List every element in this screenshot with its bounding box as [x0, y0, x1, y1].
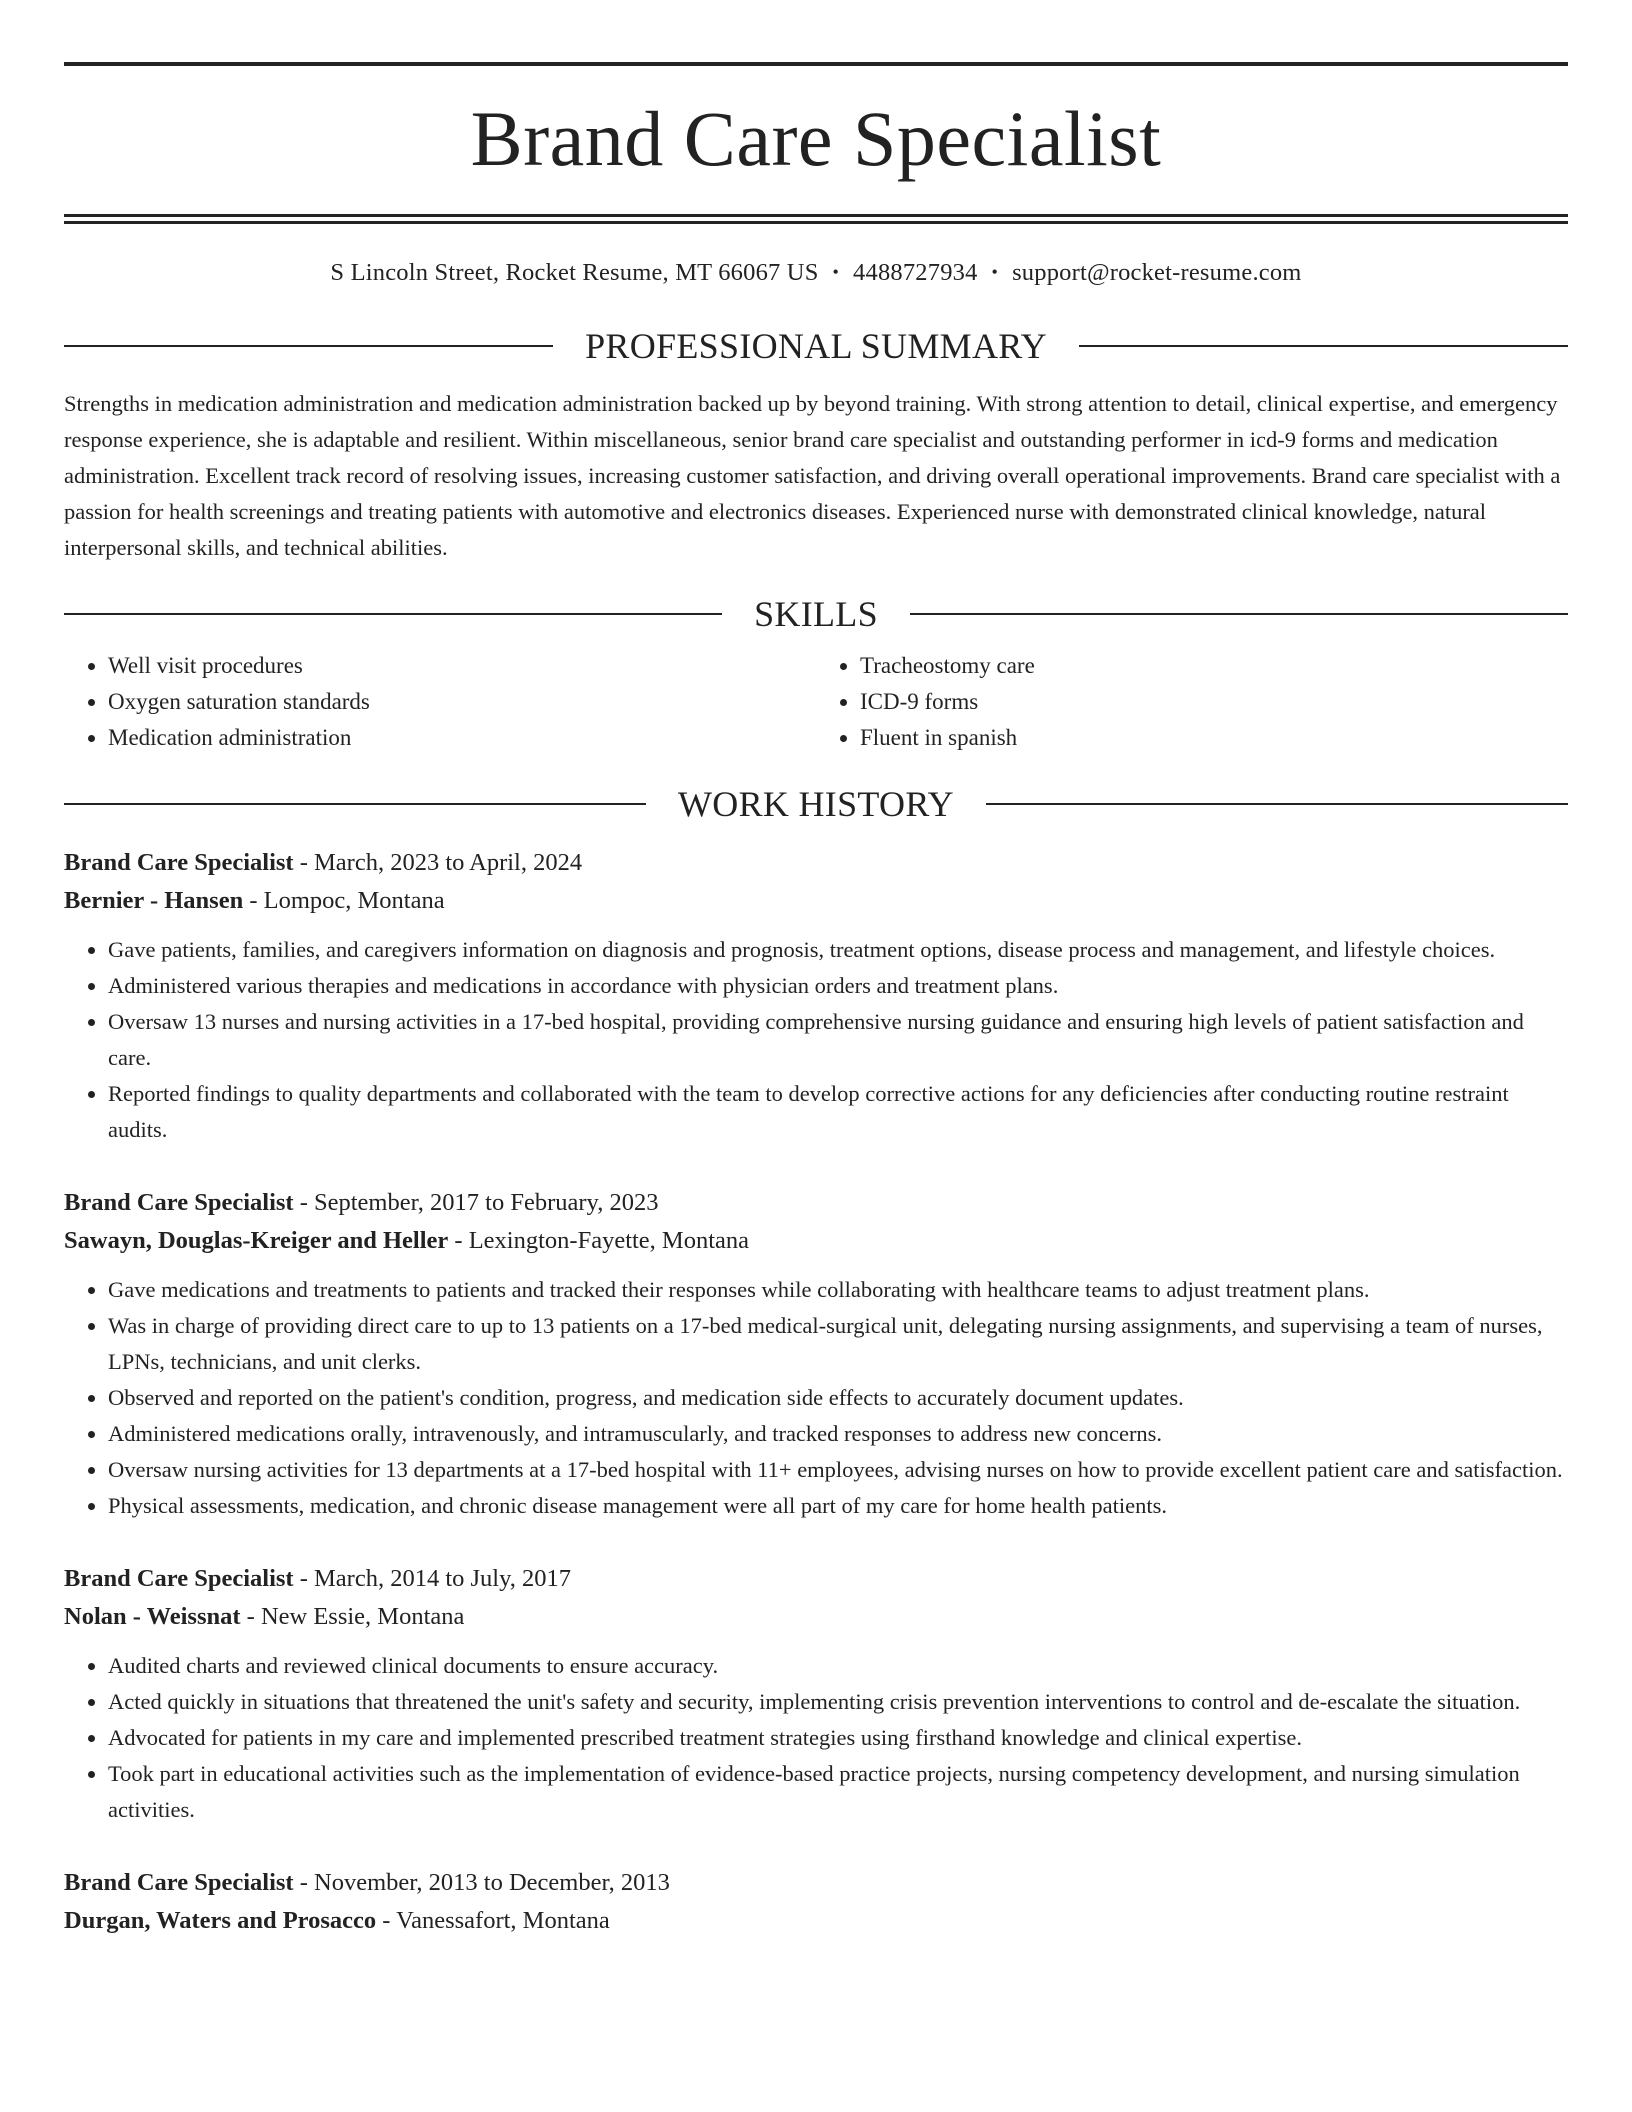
job-dates: - March, 2023 to April, 2024 — [293, 849, 583, 876]
job-dates: - November, 2013 to December, 2013 — [293, 1869, 670, 1896]
phone: 4488727934 — [853, 259, 978, 286]
job-bullet: • Took part in educational activities such as the implementation of evidence-based practice projects, nursing competency development, and nursing simulation activities. — [108, 1756, 1568, 1828]
job-entry — [64, 1864, 1568, 1940]
skill-item: • Oxygen saturation standards — [108, 684, 816, 720]
section-title: WORK HISTORY — [678, 784, 954, 824]
company-location: - Vanessafort, Montana — [376, 1907, 610, 1934]
job-bullet: • Reported findings to quality departments and collaborated with the team to develop corrective actions for any deficiencies after conducting routine restraint audits. — [108, 1076, 1568, 1148]
job-title: Brand Care Specialist — [64, 1189, 294, 1216]
job-bullets — [64, 1648, 1568, 1828]
job-entry — [64, 1560, 1568, 1828]
job-bullet: • Observed and reported on the patient's condition, progress, and medication side effects to accurately document updates. — [108, 1380, 1568, 1416]
job-entry — [64, 844, 1568, 1148]
job-title: Brand Care Specialist — [64, 1565, 294, 1592]
job-dates: - March, 2014 to July, 2017 — [293, 1565, 572, 1592]
address: S Lincoln Street, Rocket Resume, MT 66067 US — [330, 259, 819, 286]
company-line — [64, 1222, 1568, 1260]
job-bullet: • Physical assessments, medication, and chronic disease management were all part of my care for home health patients. — [108, 1488, 1568, 1524]
job-bullet: • Administered various therapies and medications in accordance with physician orders and treatment plans. — [108, 968, 1568, 1004]
job-bullets — [64, 1272, 1568, 1524]
email: support@rocket-resume.com — [1012, 259, 1302, 286]
job-bullet: • Gave medications and treatments to patients and tracked their responses while collaborating with healthcare teams to adjust treatment plans. — [108, 1272, 1568, 1308]
company-location: - New Essie, Montana — [240, 1603, 465, 1630]
contact-line — [64, 257, 1568, 288]
job-title-line — [64, 844, 1568, 882]
skills-column-right — [816, 648, 1568, 756]
job-bullet: • Audited charts and reviewed clinical documents to ensure accuracy. — [108, 1648, 1568, 1684]
section-rule — [1079, 345, 1568, 347]
job-title-line — [64, 1864, 1568, 1902]
job-bullet: • Advocated for patients in my care and implemented prescribed treatment strategies using firsthand knowledge and clinical expertise. — [108, 1720, 1568, 1756]
company-name: Nolan - Weissnat — [64, 1603, 241, 1630]
company-location: - Lexington-Fayette, Montana — [448, 1227, 750, 1254]
company-line — [64, 882, 1568, 920]
skill-item: • Medication administration — [108, 720, 816, 756]
work-history-list — [64, 844, 1568, 1940]
company-name: Sawayn, Douglas-Kreiger and Heller — [64, 1227, 449, 1254]
summary-text: Strengths in medication administration and medication administration backed up by beyond training. With strong attention to detail, clinical expertise, and emergency response experience, she is adaptable and resilient. Within miscellaneous, senior brand care specialist and outstanding performer in icd-9 forms and medication administration. Excellent track record of resolving issues, increasing customer satisfaction, and driving overall operational improvements. Brand care specialist with a passion for health screenings and treating patients with automotive and electronics diseases. Experienced nurse with demonstrated clinical knowledge, natural interpersonal skills, and technical abilities. — [64, 391, 1561, 560]
section-rule — [64, 803, 646, 805]
job-bullet: • Administered medications orally, intravenously, and intramuscularly, and tracked responses to address new concerns. — [108, 1416, 1568, 1452]
job-title: Brand Care Specialist — [64, 1869, 294, 1896]
job-title: Brand Care Specialist — [64, 849, 294, 876]
skill-item: • Tracheostomy care — [860, 648, 1568, 684]
job-title-line — [64, 1184, 1568, 1222]
separator-dot: • — [991, 262, 999, 282]
job-bullet: • Gave patients, families, and caregivers information on diagnosis and prognosis, treatment options, disease process and management, and lifestyle choices. — [108, 932, 1568, 968]
skill-item: • Well visit procedures — [108, 648, 816, 684]
section-rule — [910, 613, 1568, 615]
company-line — [64, 1598, 1568, 1636]
double-rule — [64, 214, 1568, 217]
section-rule — [64, 613, 722, 615]
section-title: PROFESSIONAL SUMMARY — [585, 326, 1047, 366]
skills-column-left — [64, 648, 816, 756]
job-bullet: • Was in charge of providing direct care to up to 13 patients on a 17-bed medical-surgical unit, delegating nursing assignments, and supervising a team of nurses, LPNs, technicians, and unit clerks. — [108, 1308, 1568, 1380]
top-rule — [64, 62, 1568, 66]
company-name: Bernier - Hansen — [64, 887, 244, 914]
resume-name: Brand Care Specialist — [470, 95, 1162, 182]
section-header-work — [64, 784, 1568, 824]
company-line — [64, 1902, 1568, 1940]
job-bullet: • Oversaw 13 nurses and nursing activities in a 17-bed hospital, providing comprehensive nursing guidance and ensuring high levels of patient satisfaction and care. — [108, 1004, 1568, 1076]
separator-dot: • — [832, 262, 840, 282]
skills-list — [64, 648, 1568, 756]
section-rule — [64, 345, 553, 347]
job-title-line — [64, 1560, 1568, 1598]
job-entry — [64, 1184, 1568, 1524]
company-location: - Lompoc, Montana — [243, 887, 445, 914]
job-bullet: • Oversaw nursing activities for 13 departments at a 17-bed hospital with 11+ employees, advising nurses on how to provide excellent patient care and satisfaction. — [108, 1452, 1568, 1488]
section-rule — [986, 803, 1568, 805]
section-title: SKILLS — [754, 594, 878, 634]
job-bullet: • Acted quickly in situations that threatened the unit's safety and security, implementing crisis prevention interventions to control and de-escalate the situation. — [108, 1684, 1568, 1720]
skill-item: • Fluent in spanish — [860, 720, 1568, 756]
job-dates: - September, 2017 to February, 2023 — [293, 1189, 659, 1216]
skill-item: • ICD-9 forms — [860, 684, 1568, 720]
section-header-skills — [64, 594, 1568, 634]
company-name: Durgan, Waters and Prosacco — [64, 1907, 377, 1934]
job-bullets — [64, 932, 1568, 1148]
section-header-summary — [64, 326, 1568, 366]
